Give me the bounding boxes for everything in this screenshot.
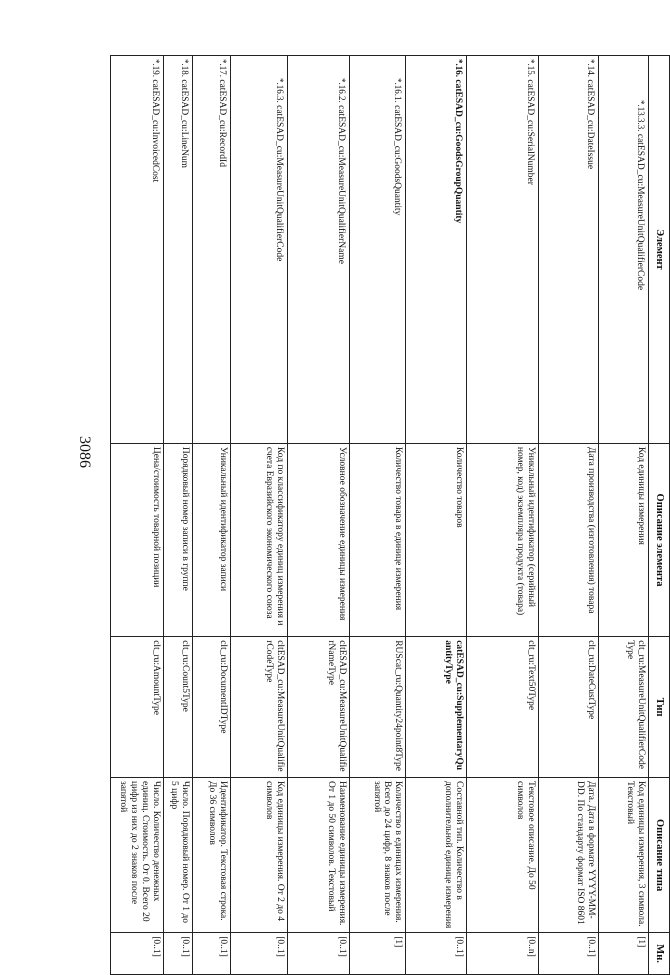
- description-cell: Цена/стоимость товарной позиции: [111, 443, 164, 636]
- element-cell: [164, 56, 193, 444]
- type-description-cell: Дата. Дата в формате YYYY-MM-DD. По стандарту формат ISO 8601: [539, 778, 599, 933]
- type-description-cell: Код единицы измерения, 3 символа. Текстовый: [598, 778, 648, 933]
- type-description-cell: Количество в единицах измерения. Всего до 24 цифр, 8 знаков после запятой: [349, 778, 406, 933]
- table-row: [231, 56, 288, 975]
- element-cell: [467, 56, 539, 444]
- type-cell: cltESAD_cu:MeasureUnitQualifierCodeType: [231, 637, 288, 778]
- element-name: catESAD_cu:MeasureUnitQualifierName: [335, 105, 346, 264]
- row-number: *.17.: [218, 59, 229, 77]
- type-description-cell: Идентификатор. Текстовая строка. До 36 символов: [193, 778, 231, 933]
- type-cell: RUScat_ru:Quantity24point8Type: [349, 637, 406, 778]
- type-description-cell: Число. Порядковый номер. От 1 до 5 цифр: [164, 778, 193, 933]
- row-number: *.16.2.: [336, 78, 347, 103]
- specification-table: [110, 55, 670, 975]
- cardinality-cell: [0..1]: [539, 933, 599, 975]
- column-header-element: Элемент: [649, 56, 670, 444]
- row-number: *.15.: [526, 59, 537, 77]
- column-header-type-description: Описание типа: [649, 778, 670, 933]
- description-cell: Порядковый номер записи в группе: [164, 443, 193, 636]
- description-cell: Условное обозначение единицы измерения: [287, 443, 349, 636]
- table-row: [164, 56, 193, 975]
- table-row: [539, 56, 599, 975]
- cardinality-cell: [0..1]: [111, 933, 164, 975]
- cardinality-cell: [0..1]: [164, 933, 193, 975]
- type-cell: clt_ru:DateCustType: [539, 637, 599, 778]
- column-header-type: Тип: [649, 637, 670, 778]
- row-number: *.18.: [180, 59, 191, 77]
- element-name: catESAD_cu:InvoicedCost: [150, 79, 161, 183]
- element-cell: [539, 56, 599, 444]
- type-cell: clt_ru:DocumentIDType: [193, 637, 231, 778]
- element-cell: [231, 56, 288, 444]
- type-description-cell: Текстовое описание. До 50 символов: [467, 778, 539, 933]
- row-number: *.14.: [585, 59, 596, 77]
- rotated-table-container: [110, 55, 670, 975]
- cardinality-cell: [1]: [598, 933, 648, 975]
- type-description-cell: Составной тип. Количество в дополнительной единице измерения: [406, 778, 467, 933]
- table-row: [349, 56, 406, 975]
- type-cell: clt_ru:Count5Type: [164, 637, 193, 778]
- description-cell: Количество товара в единице измерения: [349, 443, 406, 636]
- table-row: [111, 56, 164, 975]
- table-row: [193, 56, 231, 975]
- table-header-row: [649, 56, 670, 975]
- element-cell: [287, 56, 349, 444]
- element-name: catESAD_cu:RecordId: [217, 79, 228, 167]
- element-cell: [598, 56, 648, 444]
- element-name: catESAD_cu:MeasureUnitQualifierCode: [273, 105, 284, 262]
- cardinality-cell: [0..1]: [287, 933, 349, 975]
- type-description-cell: Код единицы измерения. От 2 до 4 символов: [231, 778, 288, 933]
- description-cell: Уникальный идентификатор (серийный номер, код) экземпляра продукта (товара): [467, 443, 539, 636]
- element-name: catESAD_cu:SerialNumber: [525, 79, 536, 185]
- description-cell: Количество товаров: [406, 443, 467, 636]
- element-name: catESAD_cu:MeasureUnitQualifierCode: [635, 133, 645, 291]
- row-number: *.16.: [454, 59, 465, 77]
- cardinality-cell: [0..1]: [406, 933, 467, 975]
- element-name: catESAD_cu:GoodsQuantity: [392, 105, 403, 216]
- column-header-cardinality: Мн.: [649, 933, 670, 975]
- table-row: [287, 56, 349, 975]
- element-cell: [406, 56, 467, 444]
- element-cell: [193, 56, 231, 444]
- type-cell: clt_ru:Text50Type: [467, 637, 539, 778]
- type-cell: clt_ru:AmountType: [111, 637, 164, 778]
- type-cell: cltESAD_cu:MeasureUnitQualifierNameType: [287, 637, 349, 778]
- type-description-cell: Число. Количество денежных единиц. Стоимость. От 0. Всего 20 цифр из них до 2 знаков после запятой: [111, 778, 164, 933]
- element-name: catESAD_cu:LineNum: [179, 79, 190, 169]
- row-number: *.19.: [151, 59, 162, 77]
- table-row: [598, 56, 648, 975]
- page-number: 3086: [76, 436, 93, 468]
- row-number: *.13.3.3.: [636, 100, 646, 132]
- description-cell: Код единицы измерения: [598, 443, 648, 636]
- element-cell: [349, 56, 406, 444]
- type-description-cell: Наименование единицы измерения. От 1 до 50 символов. Текстовый: [287, 778, 349, 933]
- cardinality-cell: [0..1]: [193, 933, 231, 975]
- column-header-description: Описание элемента: [649, 443, 670, 636]
- cardinality-cell: [1]: [349, 933, 406, 975]
- element-cell: [111, 56, 164, 444]
- table-row: [467, 56, 539, 975]
- row-number: *.16.1.: [393, 78, 404, 103]
- table-row: [406, 56, 467, 975]
- description-cell: Уникальный идентификатор записи: [193, 443, 231, 636]
- element-name: catESAD_cu:DateIssue: [584, 79, 595, 170]
- element-name: catESAD_cu:GoodsGroupQuantity: [453, 79, 464, 224]
- description-cell: Дата производства (изготовления) товара: [539, 443, 599, 636]
- cardinality-cell: [0..n]: [467, 933, 539, 975]
- type-cell: clt_ru:MeasureUnitQualifierCodeType: [598, 637, 648, 778]
- cardinality-cell: [0..1]: [231, 933, 288, 975]
- description-cell: Код по классификатору единиц измерения и счета Евразийского экономического союза: [231, 443, 288, 636]
- row-number: *.16.3.: [274, 78, 285, 103]
- type-cell: catESAD_cu:SupplementaryQuantityType: [406, 637, 467, 778]
